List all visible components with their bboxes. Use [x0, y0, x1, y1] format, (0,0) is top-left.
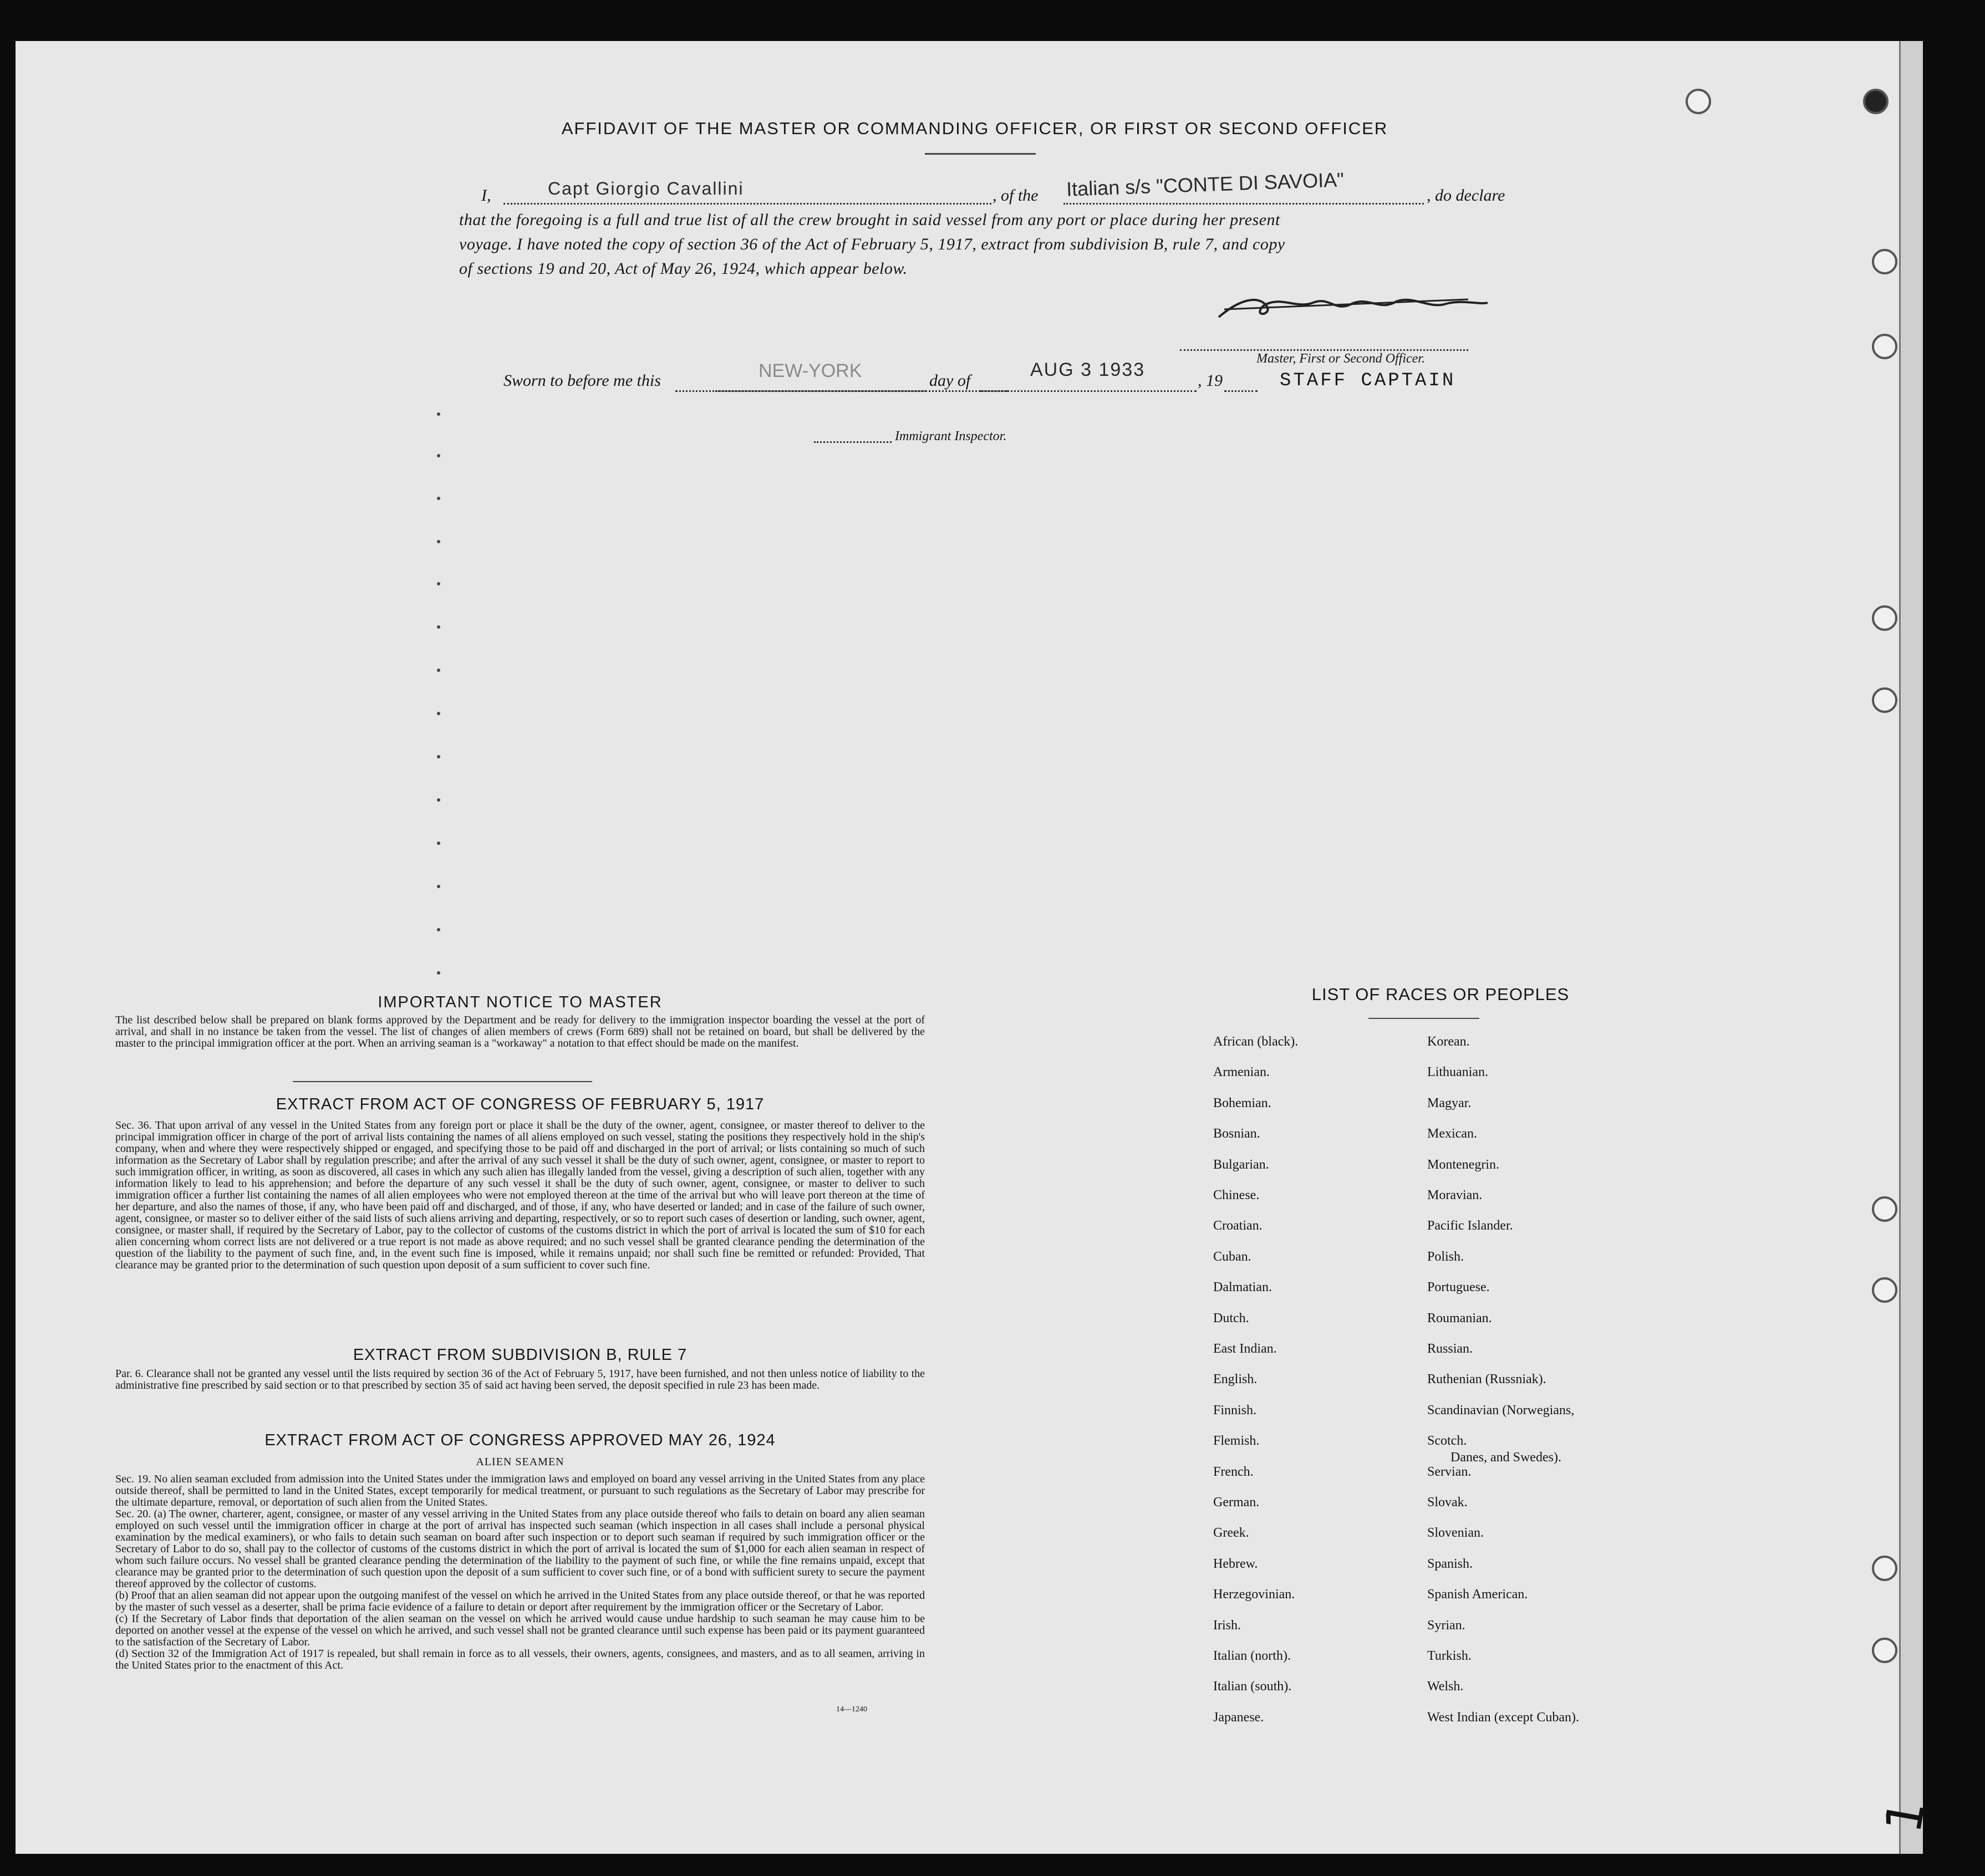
punch-hole — [1872, 334, 1897, 359]
race-item: Turkish. — [1427, 1649, 1472, 1663]
sec-19: Sec. 19. No alien seaman excluded from admission into the United States under the immigration laws and employed on board any vessel arriving in the United States from any place outside thereof, shall be permitted to land in the United States, except temporarily for medical treatment, or pursuant to such regulations as the Secretary of Labor may prescribe for the ultimate departure, removal, or deportation of such alien from the United States. — [115, 1473, 925, 1508]
race-item: Polish. — [1427, 1249, 1464, 1264]
notice-title: IMPORTANT NOTICE TO MASTER — [378, 993, 663, 1011]
margin-dot — [437, 582, 440, 585]
divider — [293, 1081, 592, 1082]
margin-dot — [437, 497, 440, 500]
divider — [925, 153, 1036, 155]
race-item: Scandinavian (Norwegians, — [1427, 1403, 1575, 1418]
race-item: West Indian (except Cuban). — [1427, 1710, 1579, 1725]
punch-hole — [1872, 687, 1897, 713]
vessel-name: Italian s/s "CONTE DI SAVOIA" — [1066, 168, 1345, 201]
punch-hole — [1872, 1556, 1897, 1581]
race-item: Slovak. — [1427, 1495, 1468, 1510]
race-item: Dutch. — [1213, 1311, 1249, 1326]
race-item: French. — [1213, 1464, 1254, 1479]
declaration-line-3: voyage. I have noted the copy of section 36 of the Act of February 5, 1917, extract from subdivision B, rule 7, and copy — [459, 235, 1285, 253]
sec-20b: (b) Proof that an alien seaman did not appear upon the outgoing manifest of the vessel on which he arrived in the United States from any place outside thereof, or that he was reported by the master of such vessel as a deserter, shall be prima facie evidence of a failure to detain or deport after requirement by the immigration officer or the Secretary of Labor. — [115, 1589, 925, 1613]
handwritten-mark: 1 — [1874, 1796, 1937, 1837]
do-declare-label: , do declare — [1427, 186, 1505, 205]
margin-dot — [437, 625, 440, 629]
races-title: LIST OF RACES OR PEOPLES — [1311, 985, 1570, 1004]
sworn-date: AUG 3 1933 — [1030, 359, 1146, 380]
race-item: Chinese. — [1213, 1188, 1260, 1202]
sec-20a: Sec. 20. (a) The owner, charterer, agent, consignee, or master of any vessel arriving in the United States from any place outside thereof who fails to detain on board any alien seaman employed on such vessel until the immigration officer in charge at the port of arrival has inspected such seaman (which inspection in all cases shall include a personal physical examination by the medical examiners), or who fails to detain such seaman on board after such inspection or to deport such seaman if required by such immigration officer or the Secretary of Labor to do so, shall pay to the collector of customs of the customs district in which the port of arrival is located the sum of $1,000 for each alien seaman in respect of whom such failure occurs. No vessel shall be granted clearance pending the determination of the liability to the payment of such fine, or while the fine remains unpaid, except that clearance may be granted prior to the determination of such question upon the deposit of a sum sufficient to cover such fine, or of a bond with sufficient surety to secure the payment thereof approved by the collector of customs. — [115, 1508, 925, 1590]
race-item: Spanish. — [1427, 1556, 1473, 1571]
margin-dot — [437, 842, 440, 845]
race-item: Servian. — [1427, 1464, 1472, 1479]
race-item: Portuguese. — [1427, 1280, 1490, 1295]
race-item: Japanese. — [1213, 1710, 1264, 1725]
margin-dot — [437, 669, 440, 672]
race-item: Slovenian. — [1427, 1526, 1484, 1541]
affidavit-title: AFFIDAVIT OF THE MASTER OR COMMANDING OFFICER, OR FIRST OR SECOND OFFICER — [561, 119, 1388, 138]
notice-text: The list described below shall be prepared on blank forms approved by the Department and be ready for delivery to the immigration inspector boarding the vessel at the port of arrival, and shall in no instance be taken from the vessel. The list of changes of alien members of crews (Form 689) shall not be retained on board, but shall be delivered by the master to the principal immigration officer at the port. When an arriving seaman is a "workaway" a notation to that effect should be made on the manifest. — [115, 1014, 925, 1049]
race-item: Pacific Islander. — [1427, 1219, 1513, 1233]
margin-dot — [437, 412, 440, 416]
punch-hole — [1872, 249, 1897, 274]
race-item: Mexican. — [1427, 1126, 1477, 1141]
extract-1924-subtitle: ALIEN SEAMEN — [476, 1456, 564, 1468]
punch-hole — [1872, 605, 1897, 631]
race-item: Bosnian. — [1213, 1126, 1260, 1141]
race-item: Montenegrin. — [1427, 1157, 1499, 1172]
day-of-label: day of — [929, 371, 971, 390]
race-item: Italian (north). — [1213, 1649, 1291, 1663]
extract-1917-title: EXTRACT FROM ACT OF CONGRESS OF FEBRUARY 5, 1917 — [276, 1095, 765, 1113]
race-item: Croatian. — [1213, 1219, 1263, 1233]
race-item: East Indian. — [1213, 1342, 1277, 1356]
extract-1924-title: EXTRACT FROM ACT OF CONGRESS APPROVED MAY 26, 1924 — [264, 1431, 776, 1449]
race-item: Italian (south). — [1213, 1679, 1292, 1694]
race-item: African (black). — [1213, 1034, 1299, 1049]
race-item: Scotch. — [1427, 1434, 1467, 1449]
race-item: Welsh. — [1427, 1679, 1464, 1694]
margin-dot — [437, 885, 440, 888]
race-item: Irish. — [1213, 1618, 1241, 1633]
margin-dot — [437, 971, 440, 975]
master-name: Capt Giorgio Cavallini — [548, 179, 744, 198]
race-item: Finnish. — [1213, 1403, 1257, 1418]
race-item: German. — [1213, 1495, 1260, 1510]
race-item: Herzegovinian. — [1213, 1587, 1295, 1602]
race-item: Spanish American. — [1427, 1587, 1528, 1602]
page-edge — [1899, 41, 1923, 1854]
punch-hole — [1863, 89, 1889, 114]
sworn-label: Sworn to before me this — [503, 371, 661, 390]
races-right-column — [1427, 1034, 1660, 1777]
sec-20c: (c) If the Secretary of Labor finds that deportation of the alien seaman on the vessel on which he arrived would cause undue hardship to such seaman he may cause him to be deported on another vessel at the expense of the vessel on which he arrived, and such vessel shall not be granted clearance until such expense has been paid or its payment guaranteed to the satisfaction of the Secretary of Labor. — [115, 1613, 925, 1648]
margin-dot — [437, 928, 440, 931]
race-item: Magyar. — [1427, 1095, 1472, 1110]
race-item: English. — [1213, 1372, 1258, 1387]
margin-dot — [437, 798, 440, 802]
inspector-caption: Immigrant Inspector. — [895, 429, 1007, 443]
punch-hole — [1872, 1638, 1897, 1663]
extract-1917-text: Sec. 36. That upon arrival of any vessel in the United States from any foreign port or place it shall be the duty of the owner, agent, consignee, or master thereof to deliver to the principal immigration officer in charge of the port of arrival lists containing the names of all aliens employed on such vessel, stating the positions they respectively hold in the ship's company, when and where they were respectively shipped or engaged, and specifying those to be paid off and discharged in the port of arrival; or lists containing so much of such information as the Secretary of Labor shall by regulation prescribe; and after the arrival of any such vessel it shall be the duty of such owner, agent, consignee, or master to report to such immigration officer, in writing, as soon as discovered, all cases in which any such alien has illegally landed from the vessel, giving a description of such alien, together with any information likely to lead to his apprehension; and before the departure of any such vessel it shall be the duty of such owner, agent, consignee, or master to deliver to such immigration officer a further list containing the names of all alien employees who were not employed thereon at the time of the arrival but who will leave port thereon at the time of her departure, and also the names of those, if any, who have been paid off and discharged, and of those, if any, who have deserted or landed; and in case of the failure of such owner, agent, consignee, or master so to deliver either of the said lists of such aliens arriving and departing, respectively, or so to report such cases of desertion or landing, such owner, agent, consignee, or master shall, if required by the Secretary of Labor, pay to the collector of customs of the customs district in which the port of arrival is located the sum of $10 for each alien concerning whom correct lists are not delivered or a true report is not made as above required; and no such vessel shall be granted clearance pending the determination of the question of the liability to the payment of such fine, and, in the event such fine is imposed, while it remains unpaid; nor shall such fine be remitted or refunded: Provided, That clearance may be granted prior to the determination of such question upon deposit of a sum sufficient to cover such fine. — [115, 1119, 925, 1271]
margin-dot — [437, 755, 440, 758]
sec-20d: (d) Section 32 of the Immigration Act of 1917 is repealed, but shall remain in force as to all vessels, their owners, agents, consignees, and masters, and as to all seamen, arriving in the United States prior to the enactment of this Act. — [115, 1648, 925, 1671]
sworn-place: NEW-YORK — [759, 360, 862, 381]
race-item: Ruthenian (Russniak). — [1427, 1372, 1546, 1387]
race-item: Moravian. — [1427, 1188, 1483, 1202]
margin-dot — [437, 540, 440, 543]
margin-dot — [437, 712, 440, 715]
races-left-column — [1213, 1034, 1413, 1777]
race-item: Syrian. — [1427, 1618, 1465, 1633]
punch-hole — [1686, 89, 1711, 114]
declaration-i: I, — [481, 186, 491, 205]
declaration-line-4: of sections 19 and 20, Act of May 26, 1924, which appear below. — [459, 259, 908, 278]
signature-line — [1180, 349, 1468, 351]
margin-dot — [437, 454, 440, 457]
extract-rule7-title: EXTRACT FROM SUBDIVISION B, RULE 7 — [353, 1346, 688, 1364]
inspector-top-line — [675, 390, 1008, 392]
race-item: Bohemian. — [1213, 1095, 1271, 1110]
race-item: Lithuanian. — [1427, 1065, 1488, 1080]
race-item: Hebrew. — [1213, 1556, 1258, 1571]
extract-1924-body — [115, 1474, 925, 1671]
race-item: Korean. — [1427, 1034, 1470, 1049]
punch-hole — [1872, 1277, 1897, 1303]
year-line — [1224, 368, 1258, 392]
signature-caption: Master, First or Second Officer. — [1256, 351, 1425, 366]
signature — [1169, 293, 1490, 324]
race-item: Russian. — [1427, 1342, 1473, 1356]
form-number: 14—1240 — [836, 1705, 867, 1714]
extract-rule7-text: Par. 6. Clearance shall not be granted any vessel until the lists required by section 36 of the Act of February 5, 1917, have been furnished, and not then unless notice of liability to the administrative fine prescribed by said section or to that prescribed by section 35 of said act having been served, the deposit specified in rule 23 has been made. — [115, 1368, 925, 1391]
race-scandinavian-continued: Danes, and Swedes). — [1450, 1450, 1561, 1465]
race-item: Cuban. — [1213, 1249, 1251, 1264]
staff-captain-stamp: STAFF CAPTAIN — [1280, 370, 1456, 391]
race-item: Flemish. — [1213, 1434, 1260, 1449]
inspector-line — [814, 441, 892, 443]
punch-hole — [1872, 1196, 1897, 1222]
race-item: Greek. — [1213, 1526, 1249, 1541]
declaration-line-2: that the foregoing is a full and true list of all the crew brought in said vessel from any port or place during her present — [459, 211, 1280, 229]
race-item: Bulgarian. — [1213, 1157, 1269, 1172]
race-item: Dalmatian. — [1213, 1280, 1272, 1295]
year-label: , 19 — [1198, 371, 1223, 390]
document-page — [16, 41, 1937, 1854]
race-item: Roumanian. — [1427, 1311, 1492, 1326]
of-the-label: , of the — [993, 186, 1039, 205]
race-item: Armenian. — [1213, 1065, 1270, 1080]
divider — [1368, 1018, 1479, 1019]
